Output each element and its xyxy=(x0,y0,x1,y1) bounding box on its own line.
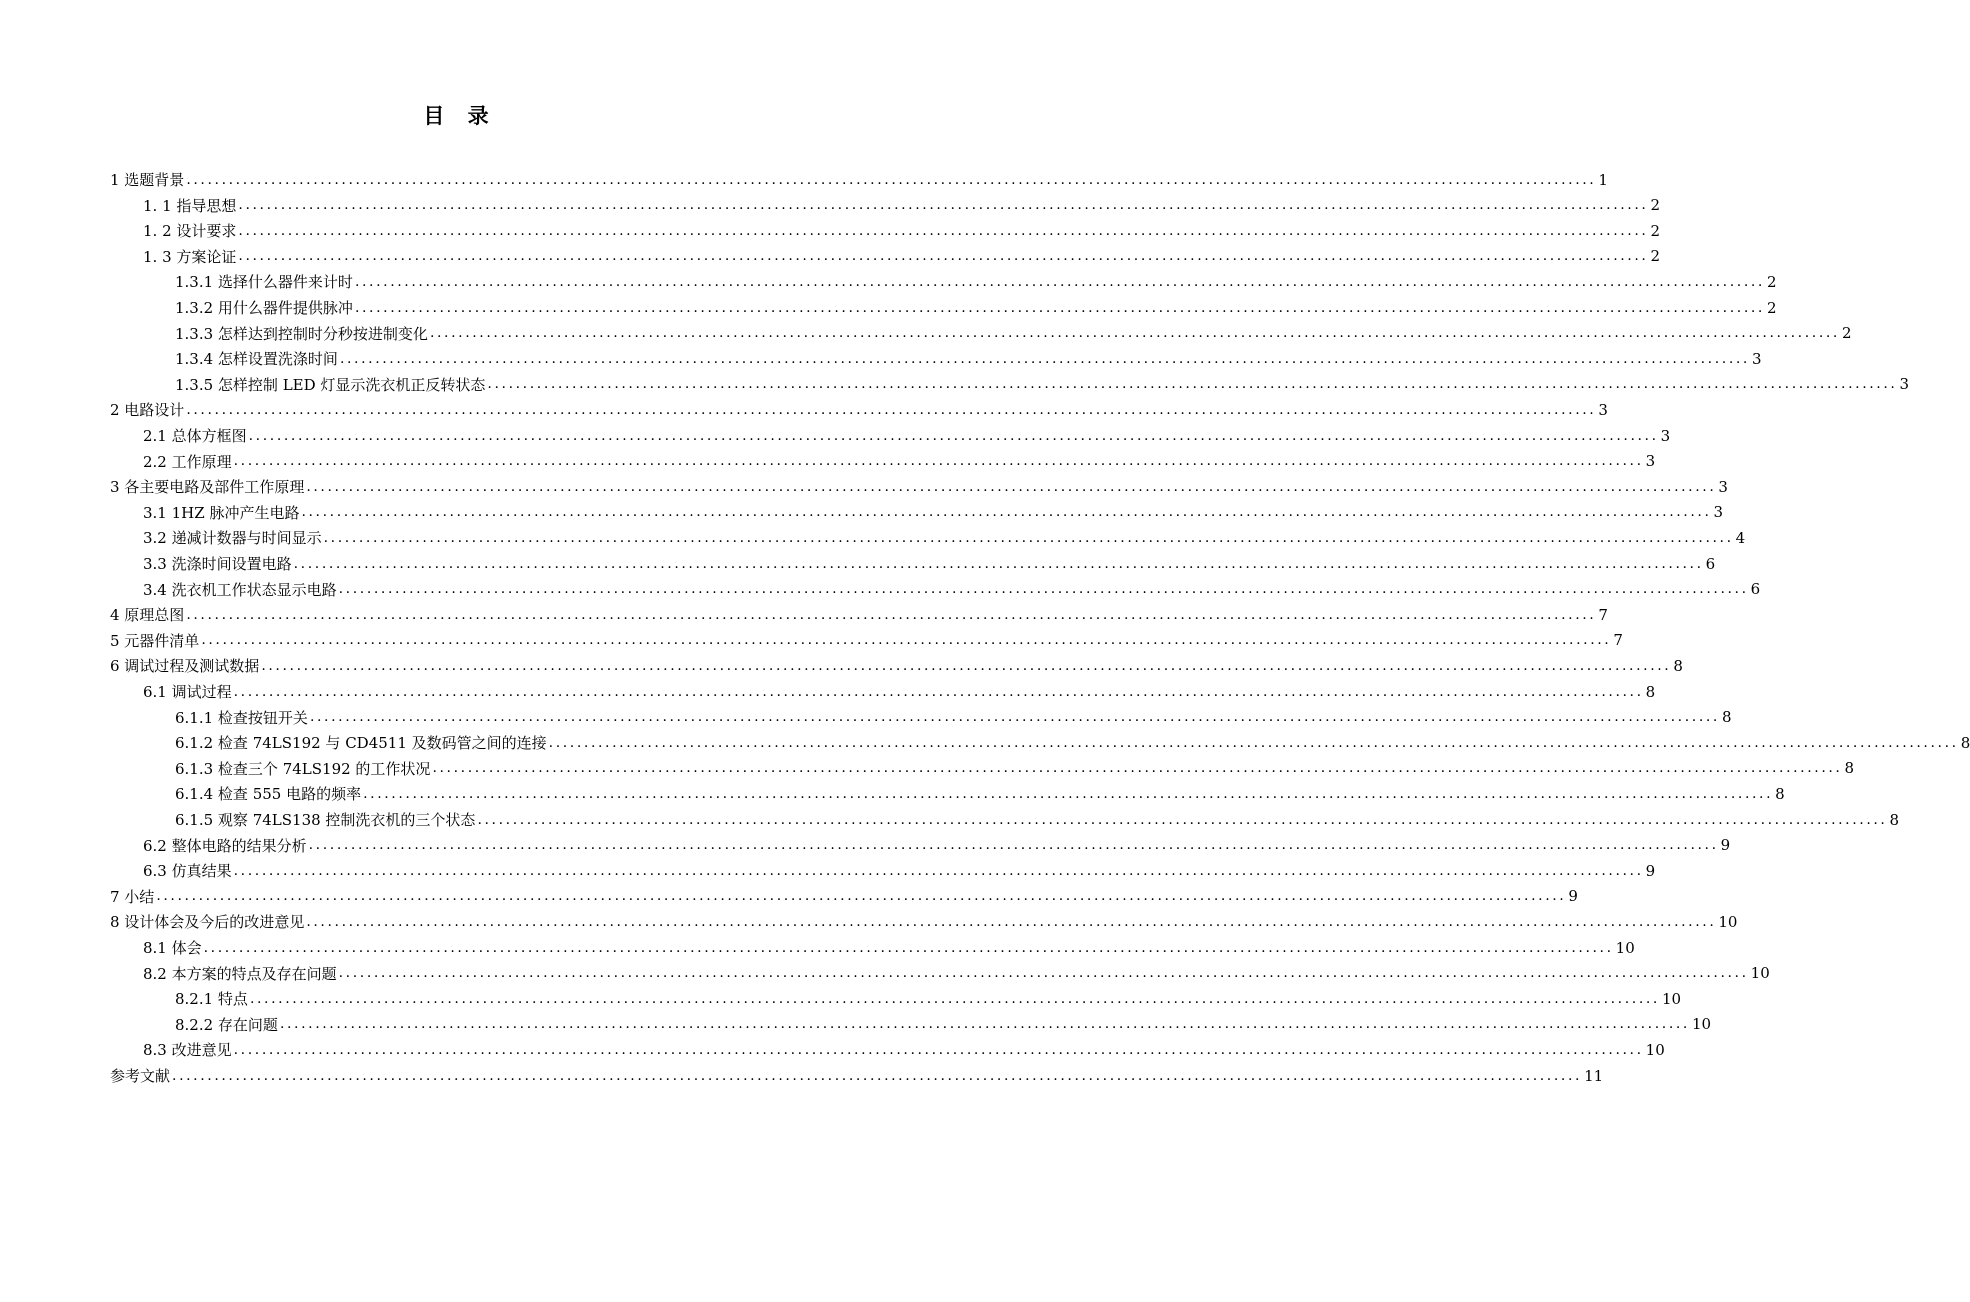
toc-entry[interactable] xyxy=(110,884,1578,909)
toc-dot-leader: ........................................................................................................................................................................................................ xyxy=(487,376,1898,393)
toc-entry-label: 参考文献 xyxy=(110,1067,171,1085)
toc-entry-page: 9 xyxy=(1645,861,1656,880)
toc-dot-leader: ........................................................................................................................................................................................................ xyxy=(477,811,1888,828)
toc-entry-label: 1.3.5 怎样控制 LED 灯显示洗衣机正反转状态 xyxy=(175,375,486,394)
toc-entry[interactable] xyxy=(143,679,1656,704)
toc-entry-label: 6.3 仿真结果 xyxy=(143,862,232,881)
toc-entry-page: 8 xyxy=(1645,682,1656,701)
toc-entry-page: 3 xyxy=(1598,400,1608,419)
toc-entry[interactable] xyxy=(110,909,1738,934)
toc-entry-page: 6 xyxy=(1705,554,1716,573)
toc-dot-leader: ........................................................................................................................................................................................................ xyxy=(203,939,1614,956)
toc-entry-page: 9 xyxy=(1720,836,1731,855)
toc-entry-label: 1.3.4 怎样设置洗涤时间 xyxy=(175,350,338,369)
toc-entry-page: 3 xyxy=(1713,503,1724,522)
toc-dot-leader: ........................................................................................................................................................................................................ xyxy=(338,965,1749,982)
toc-dot-leader: ........................................................................................................................................................................................................ xyxy=(233,453,1644,470)
toc-entry[interactable] xyxy=(175,269,1777,294)
toc-dot-leader: ........................................................................................................................................................................................................ xyxy=(279,1016,1690,1033)
toc-entry[interactable] xyxy=(143,858,1656,883)
toc-dot-leader: ........................................................................................................................................................................................................ xyxy=(432,760,1843,777)
toc-entry-label: 1.3.3 怎样达到控制时分秒按进制变化 xyxy=(175,324,428,343)
toc-entry[interactable] xyxy=(110,397,1608,422)
toc-entry-label: 5 元器件清单 xyxy=(110,631,200,650)
toc-dot-leader: ........................................................................................................................................................................................................ xyxy=(354,299,1765,316)
toc-dot-leader: ........................................................................................................................................................................................................ xyxy=(233,1041,1644,1058)
toc-entry-page: 6 xyxy=(1750,580,1761,599)
toc-entry-label: 1.3.1 选择什么器件来计时 xyxy=(175,273,353,292)
toc-entry[interactable] xyxy=(175,730,1970,755)
toc-entry-page: 3 xyxy=(1660,426,1671,445)
toc-dot-leader: ........................................................................................................................................................................................................ xyxy=(301,504,1712,521)
toc-entry[interactable] xyxy=(110,628,1623,653)
toc-dot-leader: ........................................................................................................................................................................................................ xyxy=(363,785,1774,802)
toc-dot-leader: ........................................................................................................................................................................................................ xyxy=(293,555,1704,572)
toc-dot-leader: ........................................................................................................................................................................................................ xyxy=(309,709,1720,726)
toc-entry-page: 10 xyxy=(1645,1040,1665,1059)
toc-dot-leader: ........................................................................................................................................................................................................ xyxy=(308,837,1719,854)
toc-entry-label: 8 设计体会及今后的改进意见 xyxy=(110,913,305,932)
toc-entry[interactable] xyxy=(143,244,1660,269)
toc-dot-leader: ........................................................................................................................................................................................................ xyxy=(306,478,1717,495)
toc-entry-page: 4 xyxy=(1735,528,1746,547)
toc-entry[interactable] xyxy=(110,602,1608,627)
toc-entry-page: 8 xyxy=(1844,759,1855,778)
toc-entry-label: 8.2.1 特点 xyxy=(175,990,248,1009)
toc-entry[interactable] xyxy=(143,193,1660,218)
toc-entry-label: 4 原理总图 xyxy=(110,606,185,625)
toc-entry[interactable] xyxy=(110,167,1608,192)
toc-entry-page: 8 xyxy=(1673,656,1683,675)
toc-entry-page: 2 xyxy=(1841,324,1852,343)
toc-entry-label: 6.1.3 检查三个 74LS192 的工作状况 xyxy=(175,759,431,778)
toc-dot-leader: ........................................................................................................................................................................................................ xyxy=(249,990,1660,1007)
toc-entry[interactable] xyxy=(175,1012,1712,1037)
toc-dot-leader: ........................................................................................................................................................................................................ xyxy=(323,529,1734,546)
toc-entry-page: 3 xyxy=(1718,477,1728,496)
toc-entry[interactable] xyxy=(143,449,1656,474)
toc-entry-label: 2.2 工作原理 xyxy=(143,452,232,471)
toc-entry[interactable] xyxy=(175,295,1777,320)
toc-entry-label: 1. 1 指导思想 xyxy=(143,196,237,215)
toc-entry-label: 1 选题背景 xyxy=(110,171,185,189)
toc-entry-page: 2 xyxy=(1650,196,1660,215)
toc-entry[interactable] xyxy=(175,346,1762,371)
toc-entry-label: 6.1 调试过程 xyxy=(143,683,232,701)
toc-entry[interactable] xyxy=(143,423,1671,448)
toc-entry-label: 6 调试过程及测试数据 xyxy=(110,657,260,676)
toc-dot-leader: ........................................................................................................................................................................................................ xyxy=(156,888,1567,905)
toc-entry[interactable] xyxy=(143,961,1770,986)
toc-entry-label: 8.2 本方案的特点及存在问题 xyxy=(143,964,337,983)
toc-entry[interactable] xyxy=(143,551,1716,576)
toc-dot-leader: ........................................................................................................................................................................................................ xyxy=(354,273,1765,290)
toc-entry-page: 10 xyxy=(1718,912,1738,931)
toc-entry[interactable] xyxy=(175,372,1910,397)
toc-entry-label: 1. 3 方案论证 xyxy=(143,247,237,266)
toc-entry-page: 3 xyxy=(1751,349,1762,368)
toc-entry-label: 3 各主要电路及部件工作原理 xyxy=(110,478,305,497)
toc-dot-leader: ........................................................................................................................................................................................................ xyxy=(233,862,1644,879)
toc-entry-page: 2 xyxy=(1650,221,1660,240)
toc-entry[interactable] xyxy=(143,218,1660,243)
toc-entry-page: 8 xyxy=(1960,733,1970,752)
toc-entry-page: 10 xyxy=(1750,964,1770,983)
toc-entry-page: 10 xyxy=(1615,938,1635,957)
toc-entry[interactable] xyxy=(175,986,1682,1011)
toc-entry-page: 7 xyxy=(1598,605,1608,624)
toc-dot-leader: ........................................................................................................................................................................................................ xyxy=(201,632,1612,649)
toc-entry-label: 6.1.1 检查按钮开关 xyxy=(175,708,308,727)
toc-dot-leader: ........................................................................................................................................................................................................ xyxy=(186,171,1597,188)
toc-entry-label: 3.2 递减计数器与时间显示 xyxy=(143,529,322,548)
toc-dot-leader: ........................................................................................................................................................................................................ xyxy=(306,913,1717,930)
toc-entry-page: 8 xyxy=(1721,708,1732,727)
toc-dot-leader: ........................................................................................................................................................................................................ xyxy=(186,401,1597,418)
toc-entry[interactable] xyxy=(143,1037,1665,1062)
toc-entry-page: 3 xyxy=(1899,375,1910,394)
toc-entry-page: 10 xyxy=(1661,989,1682,1008)
toc-title: 目 录 xyxy=(423,103,497,128)
toc-entry[interactable] xyxy=(143,577,1761,602)
toc-entry[interactable] xyxy=(143,500,1724,525)
toc-entry[interactable] xyxy=(175,705,1732,730)
toc-entry-page: 2 xyxy=(1766,298,1777,317)
toc-entry-label: 6.2 整体电路的结果分析 xyxy=(143,836,307,855)
toc-entry-page: 10 xyxy=(1691,1015,1712,1034)
toc-dot-leader: ........................................................................................................................................................................................................ xyxy=(238,248,1649,265)
toc-entry-label: 2 电路设计 xyxy=(110,401,185,420)
toc-entry-page: 1 xyxy=(1598,170,1608,189)
toc-entry[interactable] xyxy=(110,653,1683,678)
toc-entry-label: 3.1 1HZ 脉冲产生电路 xyxy=(143,503,300,522)
toc-entry[interactable] xyxy=(110,474,1728,499)
toc-entry-label: 6.1.4 检查 555 电路的频率 xyxy=(175,785,362,804)
toc-entry-label: 6.1.5 观察 74LS138 控制洗衣机的三个状态 xyxy=(175,811,476,829)
toc-entry-label: 3.4 洗衣机工作状态显示电路 xyxy=(143,580,337,599)
toc-entry-page: 2 xyxy=(1650,247,1660,266)
toc-dot-leader: ........................................................................................................................................................................................................ xyxy=(548,734,1959,751)
toc-entry-label: 1. 2 设计要求 xyxy=(143,222,237,241)
toc-entry-label: 8.3 改进意见 xyxy=(143,1041,232,1060)
toc-entry-label: 7 小结 xyxy=(110,887,155,906)
toc-entry-label: 8.2.2 存在问题 xyxy=(175,1015,278,1034)
toc-entry[interactable] xyxy=(175,781,1785,806)
toc-entry-page: 11 xyxy=(1584,1066,1604,1085)
toc-entry-label: 2.1 总体方框图 xyxy=(143,427,247,445)
toc-entry-label: 6.1.2 检查 74LS192 与 CD4511 及数码管之间的连接 xyxy=(175,734,547,753)
toc-dot-leader: ........................................................................................................................................................................................................ xyxy=(261,657,1672,674)
toc-entry-page: 8 xyxy=(1889,810,1900,829)
toc-dot-leader: ........................................................................................................................................................................................................ xyxy=(233,683,1644,700)
toc-dot-leader: ........................................................................................................................................................................................................ xyxy=(186,606,1597,623)
toc-dot-leader: ........................................................................................................................................................................................................ xyxy=(338,581,1749,598)
toc-dot-leader: ........................................................................................................................................................................................................ xyxy=(238,222,1649,239)
toc-dot-leader: ........................................................................................................................................................................................................ xyxy=(172,1067,1583,1084)
toc-entry[interactable] xyxy=(175,756,1855,781)
toc-entry[interactable] xyxy=(143,525,1746,550)
toc-dot-leader: ........................................................................................................................................................................................................ xyxy=(429,325,1840,342)
toc-dot-leader: ........................................................................................................................................................................................................ xyxy=(238,197,1649,214)
toc-entry-page: 3 xyxy=(1645,452,1656,471)
toc-entry-label: 1.3.2 用什么器件提供脉冲 xyxy=(175,299,353,317)
toc-entry-label: 3.3 洗涤时间设置电路 xyxy=(143,555,292,573)
toc-entry[interactable] xyxy=(175,807,1900,832)
toc-entry-page: 2 xyxy=(1766,272,1777,291)
toc-entry[interactable] xyxy=(175,321,1852,346)
toc-entry[interactable] xyxy=(143,833,1731,858)
toc-entry[interactable] xyxy=(143,935,1635,960)
toc-entry-label: 8.1 体会 xyxy=(143,939,202,957)
toc-entry-page: 7 xyxy=(1613,631,1623,650)
toc-dot-leader: ........................................................................................................................................................................................................ xyxy=(248,427,1659,444)
toc-entry-page: 9 xyxy=(1568,887,1578,906)
toc-entry[interactable] xyxy=(110,1063,1604,1088)
toc-entry-page: 8 xyxy=(1775,784,1785,803)
toc-dot-leader: ........................................................................................................................................................................................................ xyxy=(339,350,1750,367)
